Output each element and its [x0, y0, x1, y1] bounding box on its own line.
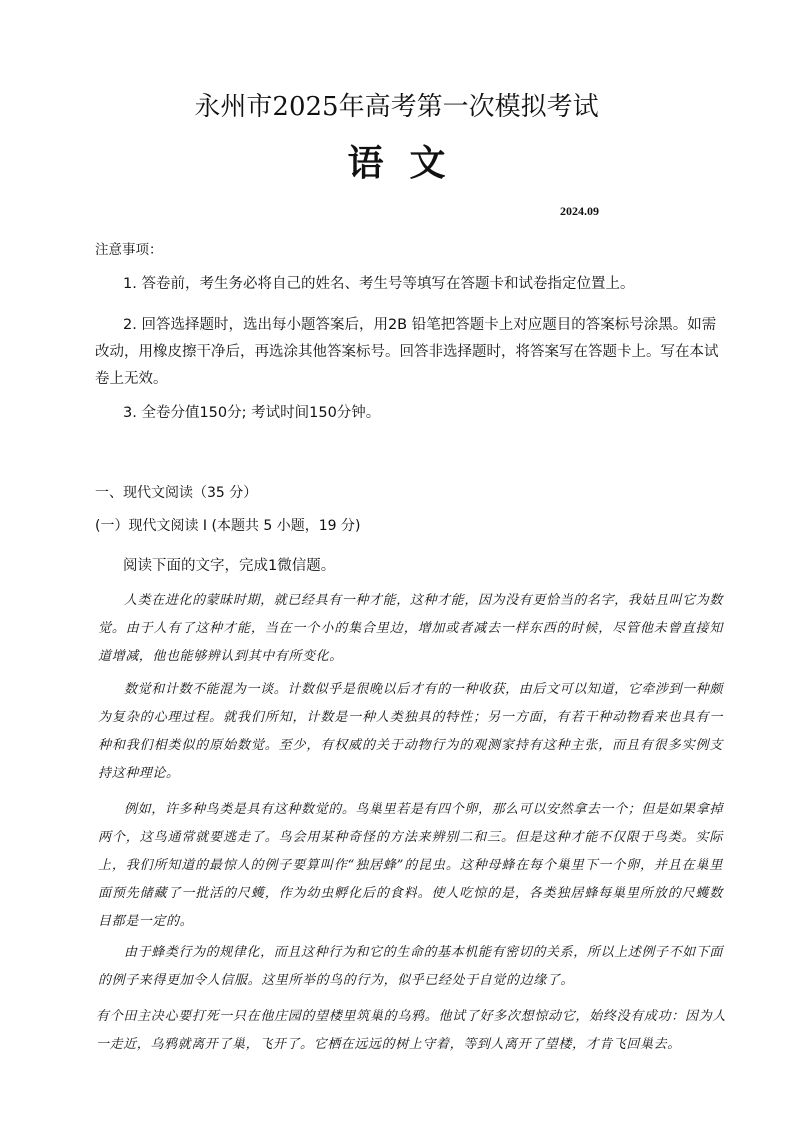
passage-paragraph-1: 人类在进化的蒙昧时期，就已经具有一种才能，这种才能，因为没有更恰当的名字，我姑且叫它为数觉。由于人有了这种才能，当在一个小的集合里边，增加或者减去一样东西的时候，尽管他未曾直接知道增减，他也能够辨认到其中有所变化。: [98, 593, 723, 664]
subject-char-1: 语: [347, 142, 384, 184]
passage-paragraph-2: 数觉和计数不能混为一谈。计数似乎是很晚以后才有的一种收获，由后文可以知道，它牵涉到一种颇为复杂的心理过程。就我们所知，计数是一种人类独具的特性；另一方面，有若干种动物看来也具有一种和我们相类似的原始数觉。至少，有权威的关于动物行为的观测家持有这种主张，而且有很多实例支持这种理论。: [98, 682, 723, 781]
subsection-heading: (一）现代文阅读 I (本题共 5 小题，19 分): [95, 518, 361, 534]
subject-char-2: 文: [409, 142, 446, 184]
reading-instruction: 阅读下面的文字，完成1微信题。: [123, 558, 336, 574]
subject-title: [0, 140, 793, 186]
notice-item-3: 3. 全卷分值150分; 考试时间150分钟。: [123, 405, 381, 421]
section-heading: 一、现代文阅读（35 分）: [95, 485, 258, 501]
passage-paragraph-3: 例如，许多种鸟类是具有这种数觉的。鸟巢里若是有四个卵，那么可以安然拿去一个；但是如果拿掉两个，这鸟通常就要逃走了。鸟会用某种奇怪的方法来辨别二和三。但是这种才能不仅限于鸟类。实际上，我们所知道的最惊人的例子要算叫作“独居蜂”的昆虫。这种母蜂在每个巢里下一个卵，并且在巢里面预先储藏了一批活的尺蠖，作为幼虫孵化后的食料。使人吃惊的是，各类独居蜂每巢里所放的尺蠖数目都是一定的。: [98, 802, 723, 929]
passage-paragraph-5: 有个田主决心要打死一只在他庄园的望楼里筑巢的乌鸦。他试了好多次想惊动它，始终没有成功：因为人一走近，乌鸦就离开了巢，飞开了。它栖在远远的树上守着，等到人离开了望楼，才肯飞回巢去。: [96, 1009, 726, 1052]
notice-item-2: 2. 回答选择题时，选出每小题答案后，用2B 铅笔把答题卡上对应题目的答案标号涂黑。如需改动，用橡皮擦干净后，再选涂其他答案标号。回答非选择题时，将答案写在答题卡上。写在本试卷上无效。: [95, 317, 719, 387]
passage-paragraph-4: 由于蜂类行为的规律化，而且这种行为和它的生命的基本机能有密切的关系，所以上述例子不如下面的例子来得更加令人信服。这里所举的鸟的行为，似乎已经处于自觉的边缘了。: [98, 945, 723, 988]
exam-title: 永州市2025年高考第一次模拟考试: [194, 92, 599, 122]
exam-date: 2024.09: [560, 204, 599, 218]
notice-heading: 注意事项：: [95, 242, 163, 258]
notice-item-1: 1. 答卷前，考生务必将自己的姓名、考生号等填写在答题卡和试卷指定位置上。: [123, 276, 635, 292]
